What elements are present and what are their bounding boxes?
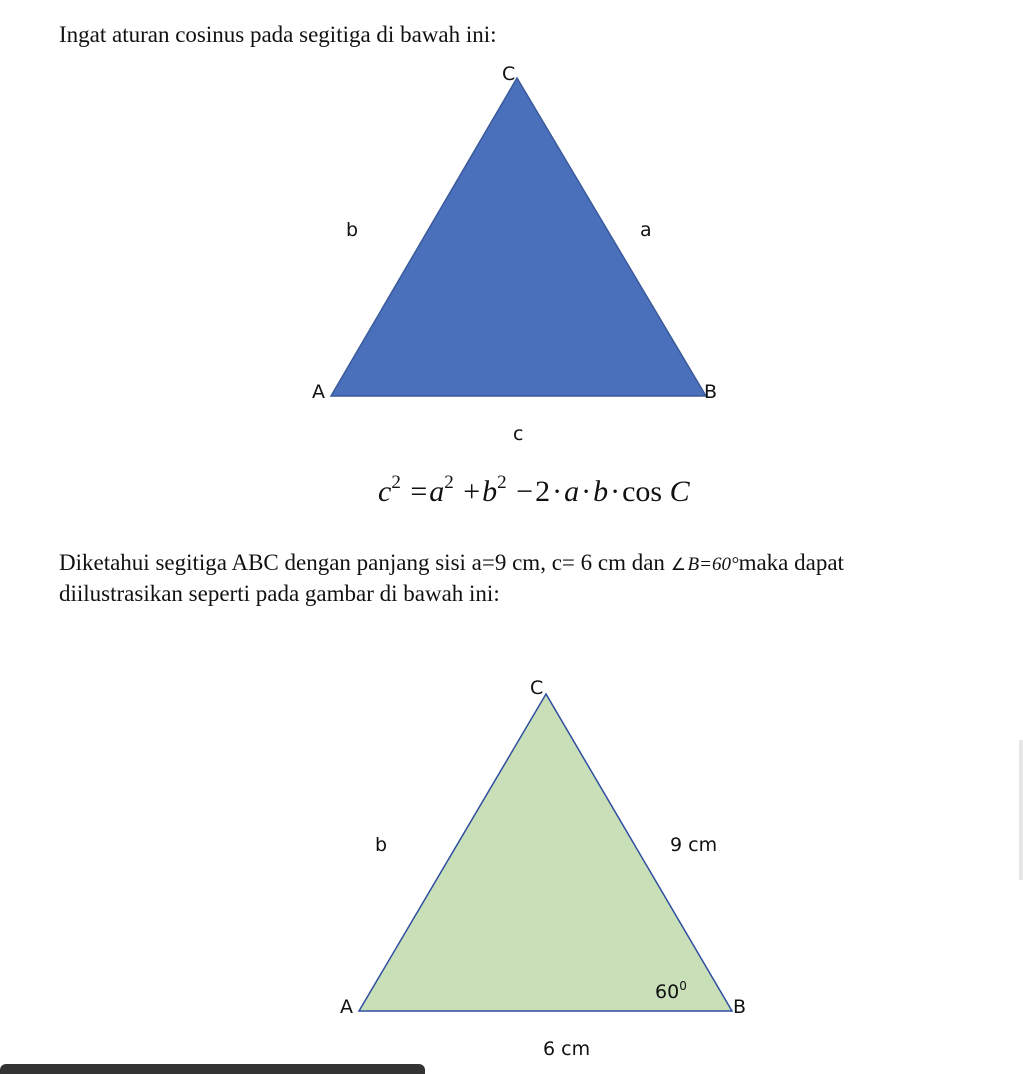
edge-shade xyxy=(1019,740,1023,880)
formula-b: b xyxy=(482,475,498,508)
formula-two: 2 xyxy=(535,475,551,508)
triangle-1-vertex-a: A xyxy=(312,381,325,403)
angle-b-expression xyxy=(671,554,739,575)
formula-plus: + xyxy=(463,475,481,508)
angle-b-value: B=60° xyxy=(687,554,739,575)
triangle-2-side-a: 9 cm xyxy=(670,834,718,856)
formula-a: a xyxy=(429,475,445,508)
triangle-2-angle-b-label: $60^0$ xyxy=(655,979,687,1003)
triangle-2-vertex-b: B xyxy=(733,996,747,1018)
formula-exp-1: 2 xyxy=(391,472,401,493)
problem-line-2: diilustrasikan seperti pada gambar di bawah ini: xyxy=(59,581,500,606)
formula-dot-3: · xyxy=(610,475,621,508)
triangle-1-side-b: b xyxy=(346,219,359,241)
formula-a2: a xyxy=(564,475,580,508)
triangle-2-side-c: 6 cm xyxy=(543,1038,591,1060)
triangle-1-vertex-b: B xyxy=(704,381,718,403)
triangle-2-side-b: b xyxy=(375,834,388,856)
angle-symbol: ∠ xyxy=(670,555,686,574)
formula-b2: b xyxy=(593,475,609,508)
problem-line-1-start: Diketahui segitiga ABC dengan panjang sisi a=9 cm, c= 6 cm dan xyxy=(59,550,665,575)
formula-C: C xyxy=(669,475,690,508)
formula-exp-2: 2 xyxy=(444,472,454,493)
intro-text: Ingat aturan cosinus pada segitiga di bawah ini: xyxy=(59,22,497,47)
cosine-rule-formula xyxy=(378,474,690,510)
formula-dot-1: · xyxy=(552,475,563,508)
home-indicator-bar xyxy=(0,1064,425,1074)
triangle-1-vertex-c: C xyxy=(502,63,516,85)
problem-line-1-end: maka dapat xyxy=(738,550,844,575)
triangle-1-side-a: a xyxy=(640,219,652,241)
triangle-2-vertex-a: A xyxy=(340,996,353,1018)
triangle-2-vertex-c: C xyxy=(530,677,544,699)
formula-exp-3: 2 xyxy=(497,472,507,493)
formula-minus: − xyxy=(516,475,534,508)
problem-text xyxy=(59,548,999,608)
formula-cos: cos xyxy=(622,475,663,508)
triangle-1-side-c: c xyxy=(513,423,524,445)
problem-line-1 xyxy=(59,548,999,579)
formula-c: c xyxy=(378,475,392,508)
formula-dot-2: · xyxy=(581,475,592,508)
formula-equals: = xyxy=(410,475,428,508)
